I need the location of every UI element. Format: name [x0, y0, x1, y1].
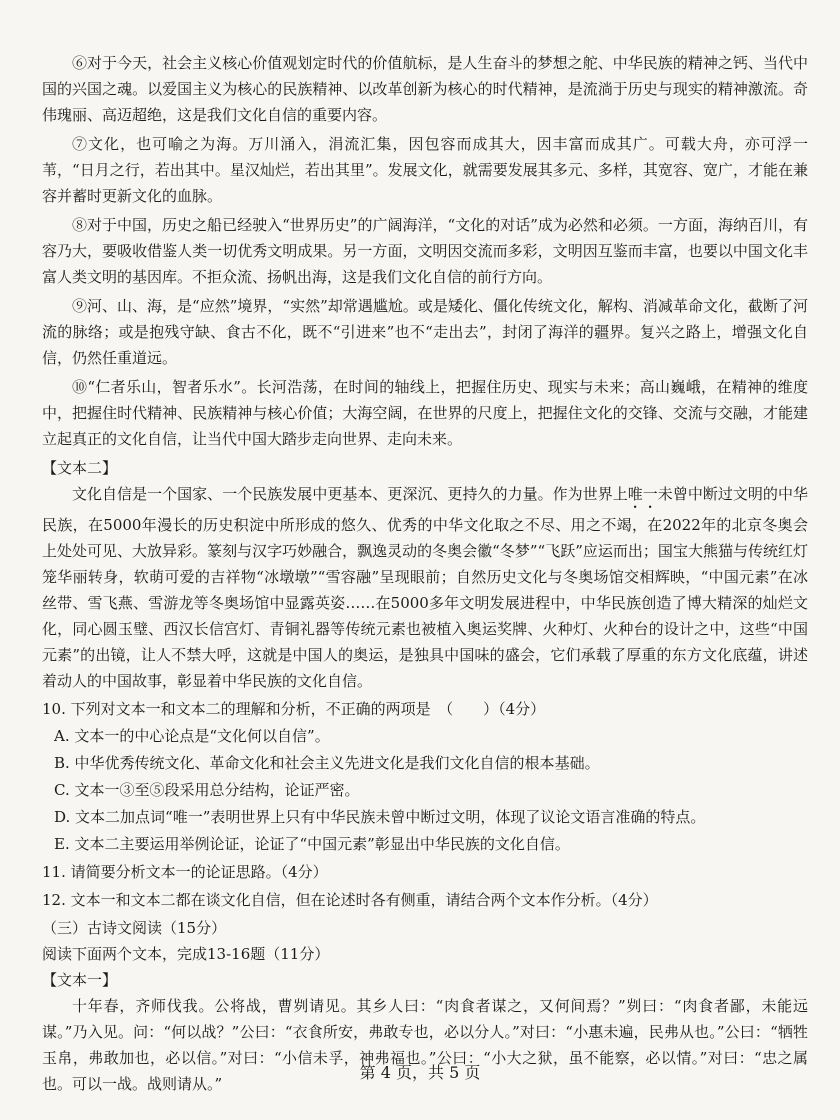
section3-instruction: 阅读下面两个文本，完成13-16题（11分） — [42, 945, 330, 963]
dotted-word-weiyi: 唯一 — [627, 485, 658, 503]
option-b: B. 中华优秀传统文化、革命文化和社会主义先进文化是我们文化自信的根本基础。 — [54, 754, 600, 772]
question-12: 12. 文本一和文本二都在谈文化自信，但在论述时各有侧重，请结合两个文本作分析。（4分） — [42, 891, 658, 909]
page-footer: 第 4 页，共 5 页 — [359, 1063, 481, 1082]
option-a: A. 文本一的中心论点是“文化何以自信”。 — [54, 727, 330, 745]
paragraph-8: ⑧对于中国，历史之船已经驶入“世界历史”的广阔海洋，“文化的对话”成为必然和必须。一方面，海纳百川，有容乃大，要吸收借鉴人类一切优秀文明成果。另一方面，文明因交流而多彩，文明因互鉴而丰富，也要以中国文化丰富人类文明的基因库。不拒众流、扬帆出海，这是我们文化自信的前行方向。 — [42, 216, 808, 286]
option-e: E. 文本二主要运用举例论证，论证了“中国元素”彰显出中华民族的文化自信。 — [54, 835, 570, 853]
question-10-stem: 10. 下列对文本一和文本二的理解和分析，不正确的两项是 （ ）（4分） — [42, 700, 546, 718]
section3-heading: 【文本一】 — [42, 971, 118, 989]
question-10 — [42, 696, 808, 857]
paragraph-7: ⑦文化，也可喻之为海。万川涌入，涓流汇集，因包容而成其大，因丰富而成其广。可载大舟，亦可浮一苇，“日月之行，若出其中。星汉灿烂，若出其里”。发展文化，就需要发展其多元、多样，其宽容、宽广，才能在兼容并蓄时更新文化的血脉。 — [42, 135, 808, 205]
paragraph-10: ⑩“仁者乐山，智者乐水”。长河浩荡，在时间的轴线上，把握住历史、现实与未来；高山巍峨，在精神的维度中，把握住时代精神、民族精神与核心价值；大海空阔，在世界的尺度上，把握住文化的交锋、交流与交融，才能建立起真正的文化自信，让当代中国大踏步走向世界、走向未来。 — [42, 378, 808, 448]
text2-section — [42, 455, 808, 694]
text2-body-before: 文化自信是一个国家、一个民族发展中更基本、更深沉、更持久的力量。作为世界上 — [72, 485, 628, 503]
text2-heading: 【文本二】 — [42, 459, 118, 477]
paragraph-6: ⑥对于今天，社会主义核心价值观划定时代的价值航标，是人生奋斗的梦想之舵、中华民族的精神之钙、当代中国的兴国之魂。以爱国主义为核心的民族精神、以改革创新为核心的时代精神，是流淌于历史与现实的精神激流。奇伟瑰丽、高迈超绝，这是我们文化自信的重要内容。 — [42, 54, 808, 124]
text2-body — [42, 481, 808, 694]
question-11: 11. 请简要分析文本一的论证思路。（4分） — [42, 863, 328, 881]
text1-continued — [42, 50, 808, 452]
section3-title: （三）古诗文阅读（15分） — [42, 919, 227, 937]
paragraph-9: ⑨河、山、海，是“应然”境界，“实然”却常遇尴尬。或是矮化、僵化传统文化，解构、消减革命文化，截断了河流的脉络；或是抱残守缺、食古不化，既不“引进来”也不“走出去”，封闭了海洋的疆界。复兴之路上，增强文化自信，仍然任重道远。 — [42, 297, 808, 367]
text2-body-after: 未曾中断过文明的中华民族，在5000年漫长的历史积淀中所形成的悠久、优秀的中华文化取之不尽、用之不竭，在2022年的北京冬奥会上处处可见、大放异彩。篆刻与汉字巧妙融合，飘逸灵动的冬奥会徽“冬梦”“飞跃”应运而出；国宝大熊猫与传统红灯笼华丽转身，软萌可爱的吉祥物“冰墩墩”“雪容融”呈现眼前；自然历史文化与冬奥场馆交相辉映，“中国元素”在冰丝带、雪飞燕、雪游龙等冬奥场馆中显露英姿……在5000多年文明发展进程中，中华民族创造了博大精深的灿烂文化，同心圆玉璧、西汉长信宫灯、青铜礼器等传统元素也被植入奥运奖牌、火种灯、火种台的设计之中，这些“中国元素”的出镜，让人不禁大呼，这就是中国人的奥运，是独具中国味的盛会，它们承载了厚重的东方文化底蕴，讲述着动人的中国故事，彰显着中华民族的文化自信。 — [42, 485, 808, 690]
option-c: C. 文本一③至⑤段采用总分结构，论证严密。 — [54, 781, 360, 799]
option-d: D. 文本二加点词“唯一”表明世界上只有中华民族未曾中断过文明，体现了议论文语言准确的特点。 — [54, 808, 706, 826]
classical-text-body: 十年春，齐师伐我。公将战，曹刿请见。其乡人曰：“肉食者谋之，又何间焉？”刿曰：“肉食者鄙，未能远谋。”乃入见。问：“何以战？”公曰：“衣食所安，弗敢专也，必以分人。”对曰：“小惠未遍，民弗从也。”公曰：“牺牲玉帛，弗敢加也，必以信。”对曰：“小信未孚，神弗福也。”公曰：“小大之狱，虽不能察，必以情。”对曰：“忠之属也。可以一战。战则请从。” — [42, 997, 808, 1093]
